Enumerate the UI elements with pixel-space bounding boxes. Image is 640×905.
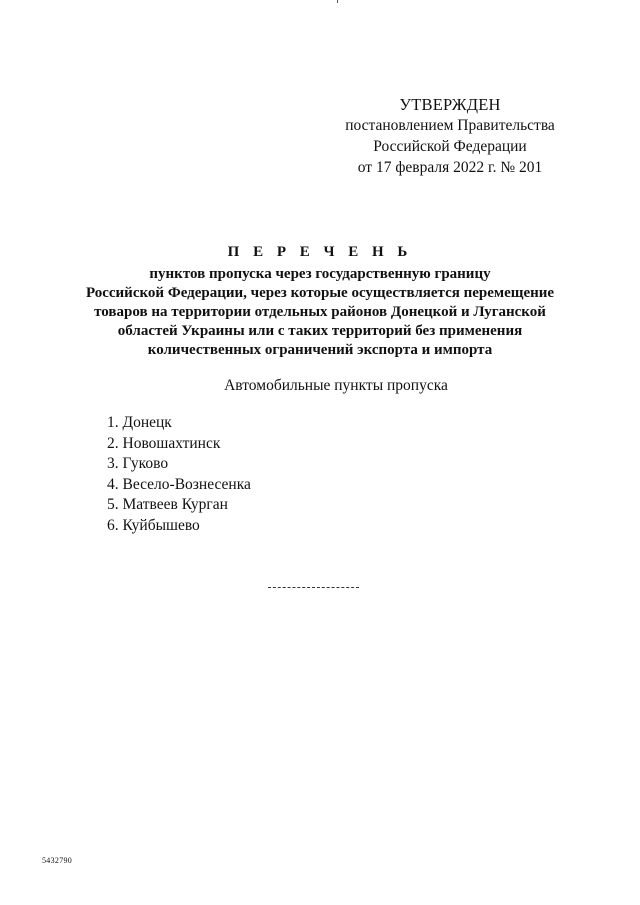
checkpoint-item: 1. Донецк xyxy=(107,414,172,431)
approval-line-1: постановлением Правительства xyxy=(345,117,555,134)
subtitle-line: Российской Федерации, через которые осуществляется перемещение xyxy=(85,285,555,301)
subtitle-line: товаров на территории отдельных районов Донецкой и Луганской xyxy=(94,304,546,320)
top-margin-mark xyxy=(337,0,338,3)
document-subtitle xyxy=(60,265,580,360)
end-divider xyxy=(268,587,359,588)
approval-heading: УТВЕРЖДЕН xyxy=(399,95,501,114)
subtitle-line: пунктов пропуска через государственную границу xyxy=(149,266,491,282)
document-code: 5432790 xyxy=(42,856,73,865)
approval-block xyxy=(330,94,570,178)
checkpoint-item: 3. Гуково xyxy=(107,455,169,472)
section-heading: Автомобильные пункты пропуска xyxy=(224,377,448,394)
checkpoint-item: 6. Куйбышево xyxy=(107,516,200,534)
subtitle-line: количественных ограничений экспорта и импорта xyxy=(147,342,493,358)
approval-line-2: Российской Федерации xyxy=(373,138,527,155)
approval-line-3: от 17 февраля 2022 г. № 201 xyxy=(357,159,543,176)
document-title: П Е Р Е Ч Е Н Ь xyxy=(227,244,413,260)
subtitle-line: областей Украины или с таких территорий без применения xyxy=(117,323,523,339)
checkpoint-list xyxy=(107,413,251,536)
checkpoint-item: 2. Новошахтинск xyxy=(107,434,221,452)
checkpoint-item: 4. Весело-Вознесенка xyxy=(107,475,251,493)
checkpoint-item: 5. Матвеев Курган xyxy=(107,496,228,513)
